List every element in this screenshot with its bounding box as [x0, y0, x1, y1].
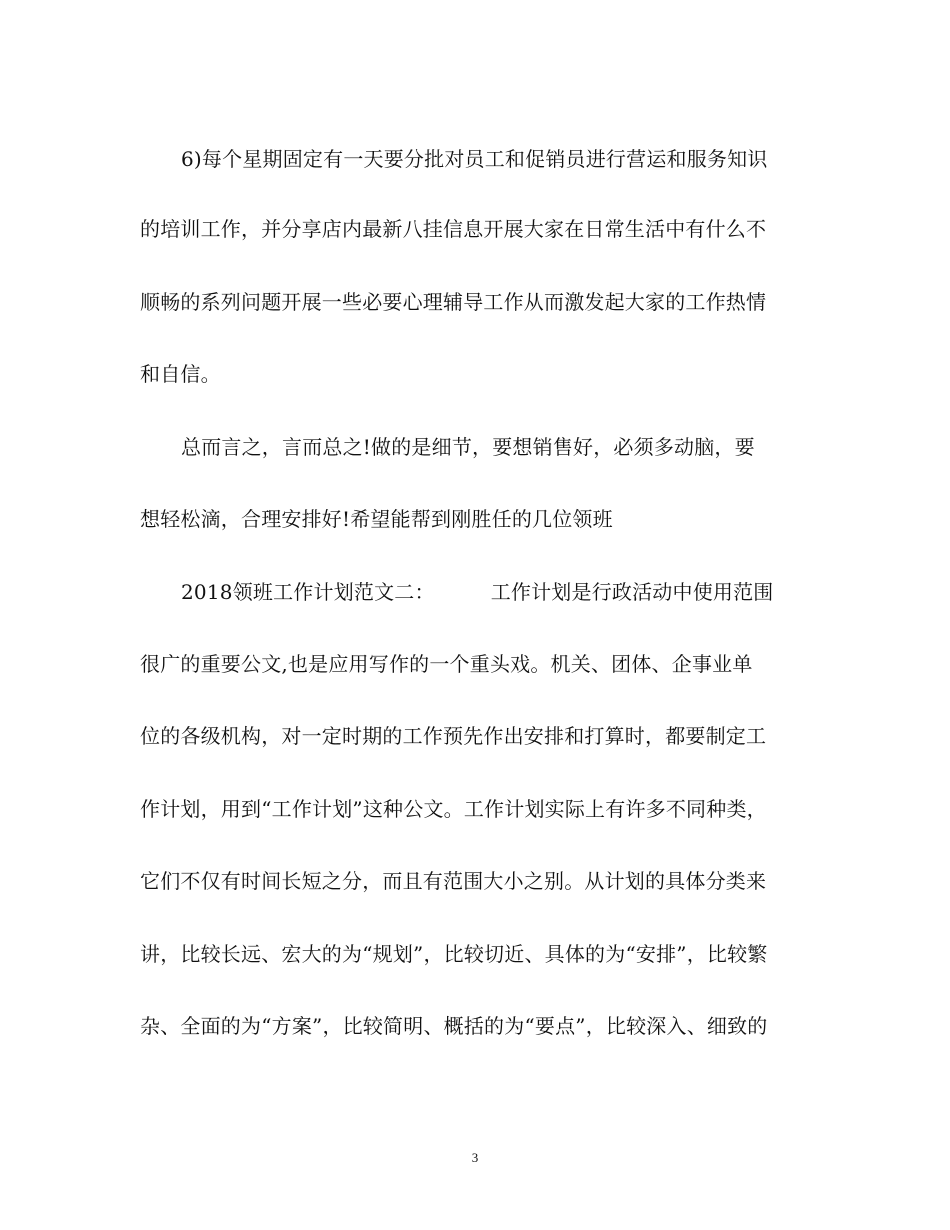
paragraph-3-line-7: 杂、全面的为“方案”，比较简明、概括的为“要点”，比较深入、细致的 — [140, 1014, 768, 1038]
paragraph-3-line-2: 很广的重要公文,也是应用写作的一个重头戏。机关、团体、企事业单 — [140, 652, 753, 676]
paragraph-3-line-4: 作计划，用到“工作计划”这种公文。工作计划实际上有许多不同种类， — [140, 797, 767, 821]
page-number: 3 — [471, 1150, 479, 1165]
paragraph-3-line-5: 它们不仅有时间长短之分，而且有范围大小之别。从计划的具体分类来 — [140, 869, 767, 893]
section-heading: 2018领班工作计划范文二： — [181, 580, 435, 604]
paragraph-2-line-2: 想轻松滴，合理安排好!希望能帮到刚胜任的几位领班 — [140, 507, 613, 531]
paragraph-3-line-3: 位的各级机构，对一定时期的工作预先作出安排和打算时，都要制定工 — [140, 724, 767, 748]
paragraph-1-line-1: 6)每个星期固定有一天要分批对员工和促销员进行营运和服务知识 — [181, 147, 768, 171]
paragraph-3-line-1 — [181, 579, 861, 605]
paragraph-2-line-1: 总而言之，言而总之!做的是细节，要想销售好，必须多动脑，要 — [181, 435, 755, 459]
paragraph-3-line-6: 讲，比较长远、宏大的为“规划”，比较切近、具体的为“安排”，比较繁 — [140, 942, 768, 966]
paragraph-3-line-1-text: 工作计划是行政活动中使用范围 — [490, 580, 774, 604]
paragraph-1-line-4: 和自信。 — [140, 362, 221, 386]
paragraph-1-line-2: 的培训工作，并分享店内最新八挂信息开展大家在日常生活中有什么不 — [140, 217, 767, 241]
paragraph-1-line-3: 顺畅的系列问题开展一些必要心理辅导工作从而激发起大家的工作热情 — [140, 290, 767, 314]
